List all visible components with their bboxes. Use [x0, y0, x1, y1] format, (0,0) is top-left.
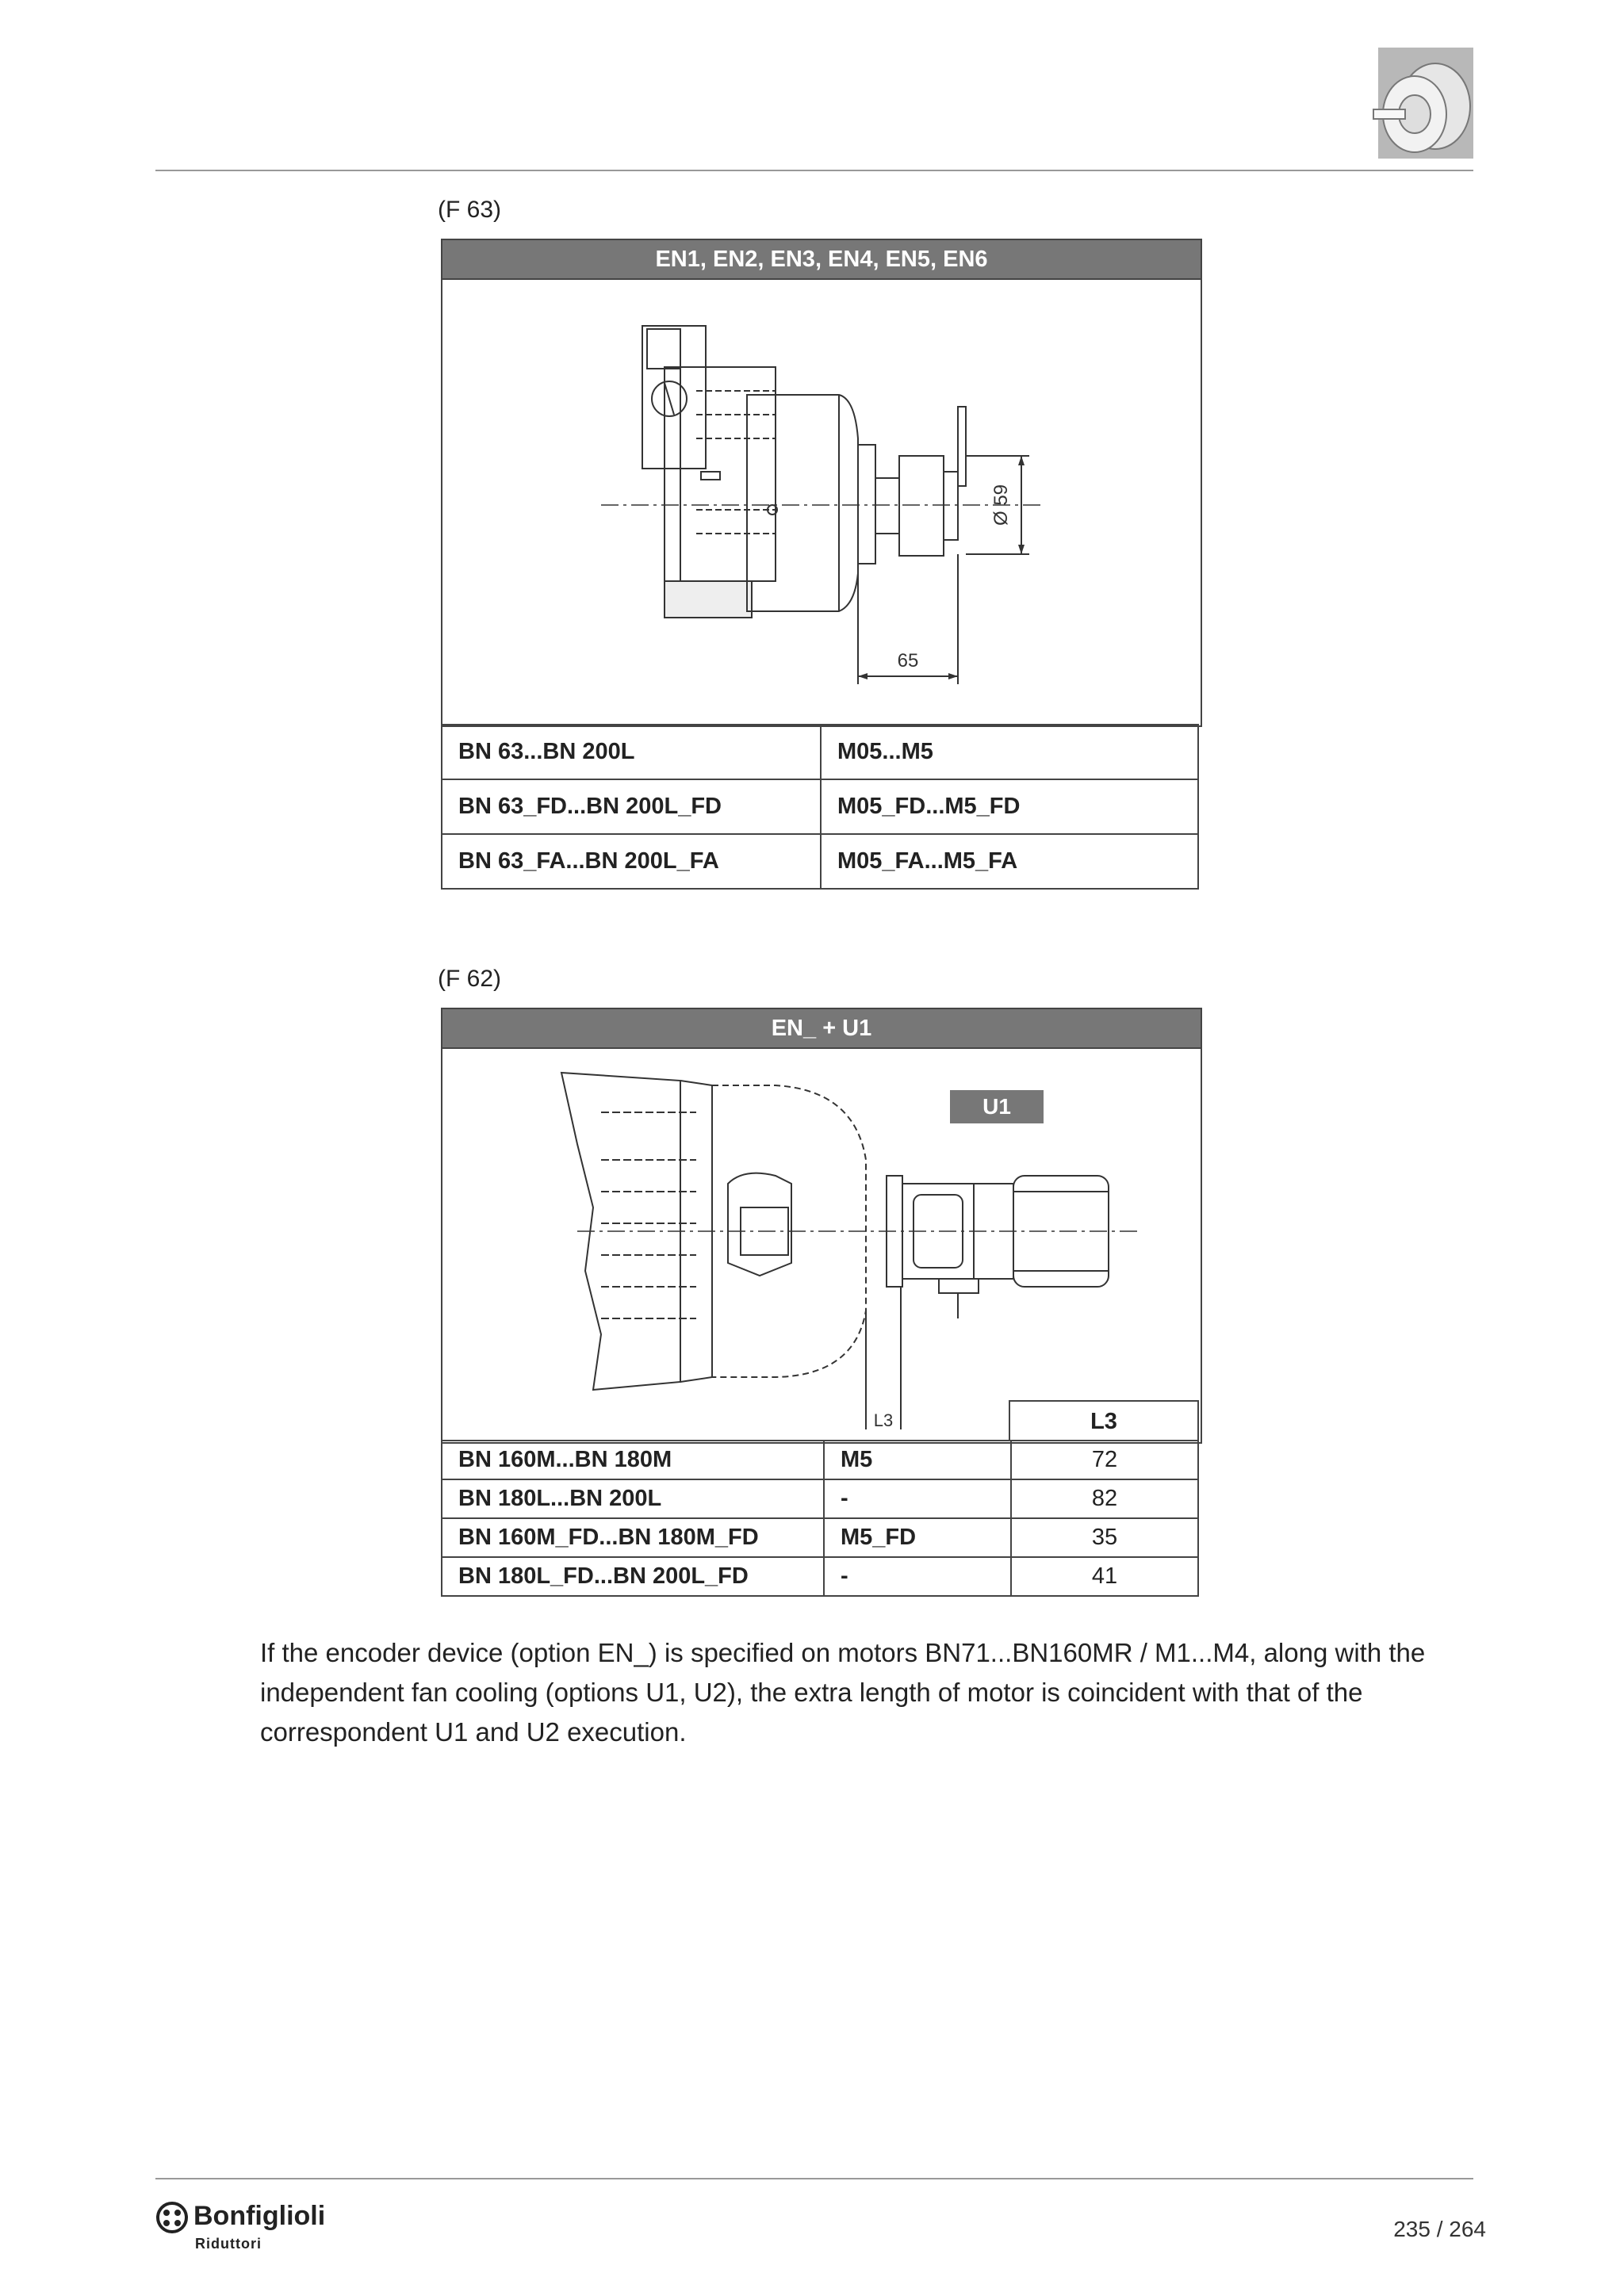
- figure2-table: [441, 1440, 1199, 1597]
- table-cell: BN 180L...BN 200L: [442, 1479, 824, 1518]
- bonfiglioli-logo-icon: [155, 2201, 189, 2234]
- table-cell: BN 63_FA...BN 200L_FA: [442, 834, 821, 889]
- table-row: [442, 1557, 1198, 1596]
- motor-icon: [1369, 46, 1477, 162]
- footer-rule: [155, 2178, 1473, 2179]
- table-cell: M5: [824, 1441, 1011, 1479]
- table-cell: BN 180L_FD...BN 200L_FD: [442, 1557, 824, 1596]
- l3-column-header: L3: [1009, 1400, 1199, 1440]
- figure1-label: (F 63): [438, 197, 502, 223]
- brand-name: Bonfiglioli: [193, 2201, 326, 2231]
- figure1-diameter-label: Ø 59: [990, 484, 1012, 526]
- table-row: [442, 834, 1198, 889]
- body-paragraph: If the encoder device (option EN_) is specified on motors BN71...BN160MR / M1...M4, along with the independent fan cooling (options U1, U2), the extra length of motor is coincident with that of the correspondent U1 and U2 execution.: [260, 1638, 1426, 1747]
- table-row: [442, 1518, 1198, 1557]
- figure2-length-label: L3: [873, 1410, 894, 1430]
- table-cell: -: [824, 1479, 1011, 1518]
- figure2-label: (F 62): [438, 966, 502, 992]
- table-cell: M05...M5: [821, 725, 1198, 779]
- table-row: [442, 1441, 1198, 1479]
- table-row: [442, 1479, 1198, 1518]
- figure1-table: [441, 724, 1199, 890]
- table-cell: M05_FD...M5_FD: [821, 779, 1198, 834]
- figure1-title: EN1, EN2, EN3, EN4, EN5, EN6: [442, 240, 1201, 280]
- table-cell: M5_FD: [824, 1518, 1011, 1557]
- figure1-drawing-box: [441, 239, 1202, 727]
- table-row: [442, 725, 1198, 779]
- figure2-motor-drawing: [442, 1049, 1201, 1441]
- table-cell: 82: [1011, 1479, 1198, 1518]
- page-number: 235 / 264: [1393, 2217, 1486, 2241]
- table-cell: 35: [1011, 1518, 1198, 1557]
- table-cell: 72: [1011, 1441, 1198, 1479]
- table-cell: M05_FA...M5_FA: [821, 834, 1198, 889]
- figure2-title: EN_ + U1: [442, 1009, 1201, 1049]
- u1-badge: U1: [982, 1094, 1011, 1119]
- table-row: [442, 779, 1198, 834]
- figure2-drawing-box: [441, 1008, 1202, 1444]
- figure1-length-label: 65: [897, 650, 919, 672]
- table-cell: BN 63_FD...BN 200L_FD: [442, 779, 821, 834]
- header-rule: [155, 170, 1473, 171]
- table-cell: BN 160M...BN 180M: [442, 1441, 824, 1479]
- brand-subtitle: Riduttori: [195, 2236, 262, 2252]
- table-cell: -: [824, 1557, 1011, 1596]
- table-cell: 41: [1011, 1557, 1198, 1596]
- figure1-motor-drawing: [442, 280, 1201, 724]
- table-cell: BN 160M_FD...BN 180M_FD: [442, 1518, 824, 1557]
- table-cell: BN 63...BN 200L: [442, 725, 821, 779]
